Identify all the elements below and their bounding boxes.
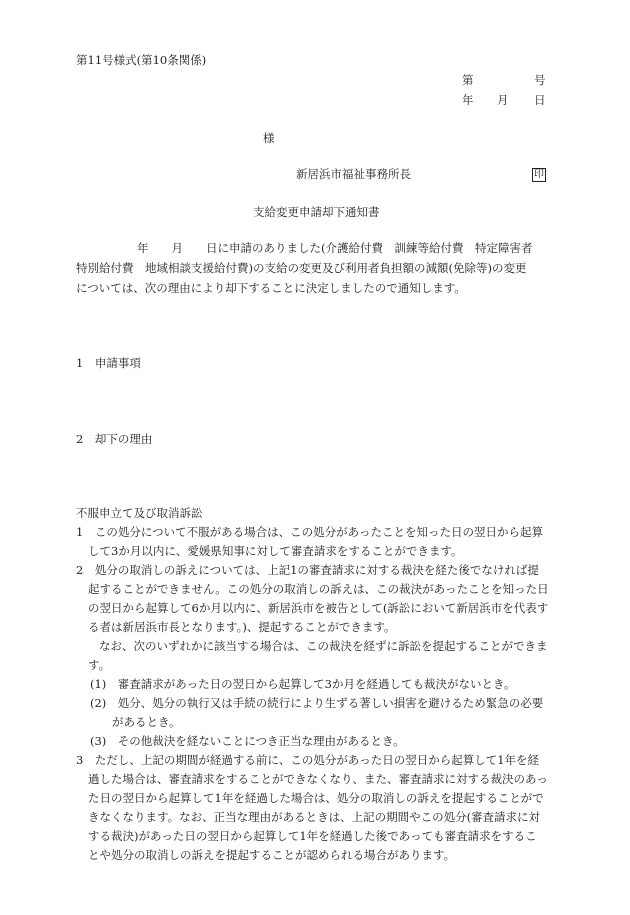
- appeal-line: た日の翌日から起算して1年を経過した場合は、処分の取消しの訴えを提起することがで: [88, 791, 544, 805]
- form-number: 第11号様式(第10条関係): [76, 53, 207, 67]
- appeal-heading: 不服申立て及び取消訴訟: [76, 506, 203, 520]
- appeal-line: 起することができません。この処分の取消しの訴えは、この裁決があったことを知った日: [88, 582, 549, 596]
- appeal-line: 1 この処分について不服がある場合は、この処分があったことを知った日の翌日から起算: [76, 525, 543, 539]
- section-application-items: 1 申請事項: [76, 356, 141, 370]
- appeal-line: する裁決)があった日の翌日から起算して1年を経過した後であっても審査請求をするこ: [88, 829, 537, 843]
- appeal-item-1: [76, 524, 556, 559]
- appeal-line: なお、次のいずれかに該当する場合は、この裁決を経ずに訴訟を提起することができま: [99, 639, 548, 653]
- intro-paragraph: [76, 240, 556, 296]
- seal-mark: 印: [534, 169, 544, 180]
- appeal-line: 過した場合は、審査請求をすることができなくなり、また、審査請求に対する裁決のあっ: [88, 772, 548, 786]
- intro-line: については、次の理由により却下することに決定しましたので通知します。: [76, 281, 466, 295]
- appeal-line: とや処分の取消しの訴えを提起することが認められる場合があります。: [88, 848, 456, 862]
- addressee-suffix: 様: [263, 131, 275, 145]
- appeal-subitem: (1) 審査請求があった日の翌日から起算して3か月を経過しても裁決がないとき。: [90, 677, 516, 691]
- date-day: 日: [534, 93, 546, 107]
- appeal-subitem: (3) その他裁決を経ないことにつき正当な理由があるとき。: [90, 734, 405, 748]
- appeal-line: る者は新居浜市長となります。)、提起することができます。: [88, 620, 396, 634]
- document-title: 支給変更申請却下通知書: [253, 205, 380, 219]
- intro-line: 年 月 日に申請のありました(介護給付費 訓練等給付費 特定障害者: [137, 241, 533, 255]
- section-rejection-reason: 2 却下の理由: [76, 432, 153, 446]
- official-seal: [530, 165, 546, 182]
- date-year: 年: [462, 93, 474, 107]
- appeal-line: 3 ただし、上記の期間が経過する前に、この処分があった日の翌日から起算して1年を経: [76, 753, 540, 767]
- appeal-line: す。: [88, 658, 111, 672]
- appeal-line: して3か月以内に、愛媛県知事に対して審査請求をすることができます。: [88, 544, 463, 558]
- appeal-line: があるとき。: [112, 715, 181, 729]
- appeal-line: 2 処分の取消しの訴えについては、上記1の審査請求に対する裁決を経た後でなければ提: [76, 563, 539, 577]
- document-number-prefix: 第: [462, 73, 474, 87]
- intro-line: 特別給付費 地域相談支援給付費)の支給の変更及び利用者負担額の減額(免除等)の変更: [76, 261, 527, 275]
- appeal-line: の翌日から起算して6か月以内に、新居浜市を被告として(訴訟において新居浜市を代表す: [88, 601, 549, 615]
- issuer-name: 新居浜市福祉事務所長: [296, 167, 411, 181]
- date-month: 月: [497, 93, 509, 107]
- document-number-suffix: 号: [534, 73, 546, 87]
- appeal-subitem: (2) 処分、処分の執行又は手続の続行により生ずる著しい損害を避けるため緊急の必要: [90, 696, 544, 710]
- appeal-item-3: [76, 752, 556, 863]
- appeal-line: きなくなります。なお、正当な理由があるときは、上記の期間やこの処分(審査請求に対: [88, 810, 541, 824]
- appeal-item-2: [76, 562, 556, 749]
